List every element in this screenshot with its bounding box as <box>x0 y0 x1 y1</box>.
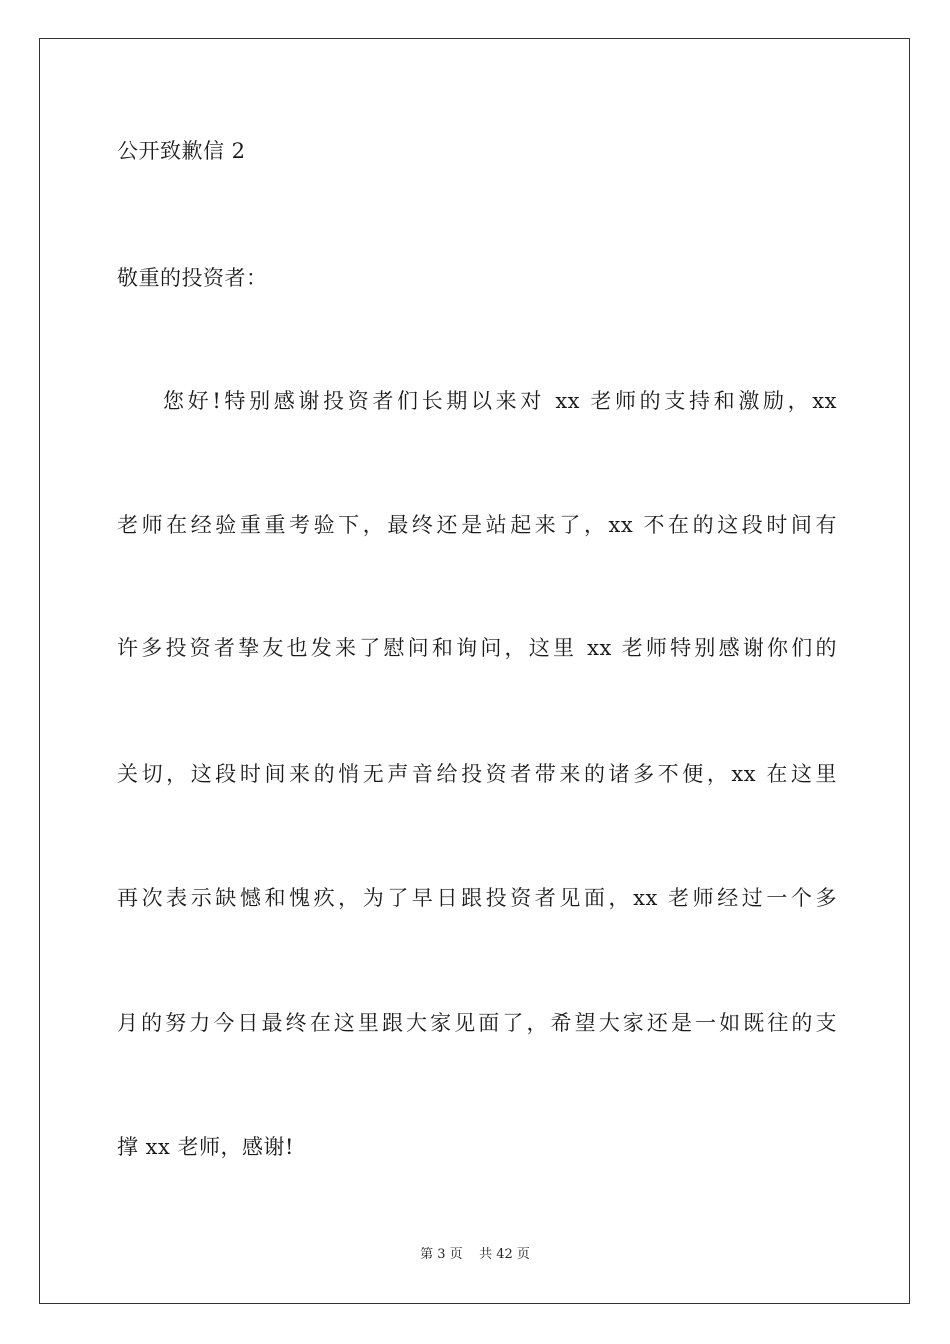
body-line: 许多投资者挚友也发来了慰问和询问，这里 xx 老师特别感谢你们的 <box>117 636 837 660</box>
body-line: 您好!特别感谢投资者们长期以来对 xx 老师的支持和激励，xx <box>163 389 837 413</box>
body-line: 老师在经验重重考验下，最终还是站起来了，xx 不在的这段时间有 <box>117 513 837 537</box>
body-line: 撑 xx 老师，感谢! <box>117 1135 294 1159</box>
body-line: 月的努力今日最终在这里跟大家见面了，希望大家还是一如既往的支 <box>117 1011 837 1035</box>
body-line: 关切，这段时间来的悄无声音给投资者带来的诸多不便，xx 在这里 <box>117 762 837 786</box>
page-frame <box>39 38 910 1304</box>
body-line: 再次表示缺憾和愧疚，为了早日跟投资者见面，xx 老师经过一个多 <box>117 886 837 910</box>
page-number-footer: 第 3 页 共 42 页 <box>420 1247 530 1262</box>
document-title: 公开致歉信 2 <box>117 139 246 163</box>
salutation: 敬重的投资者： <box>117 266 268 290</box>
